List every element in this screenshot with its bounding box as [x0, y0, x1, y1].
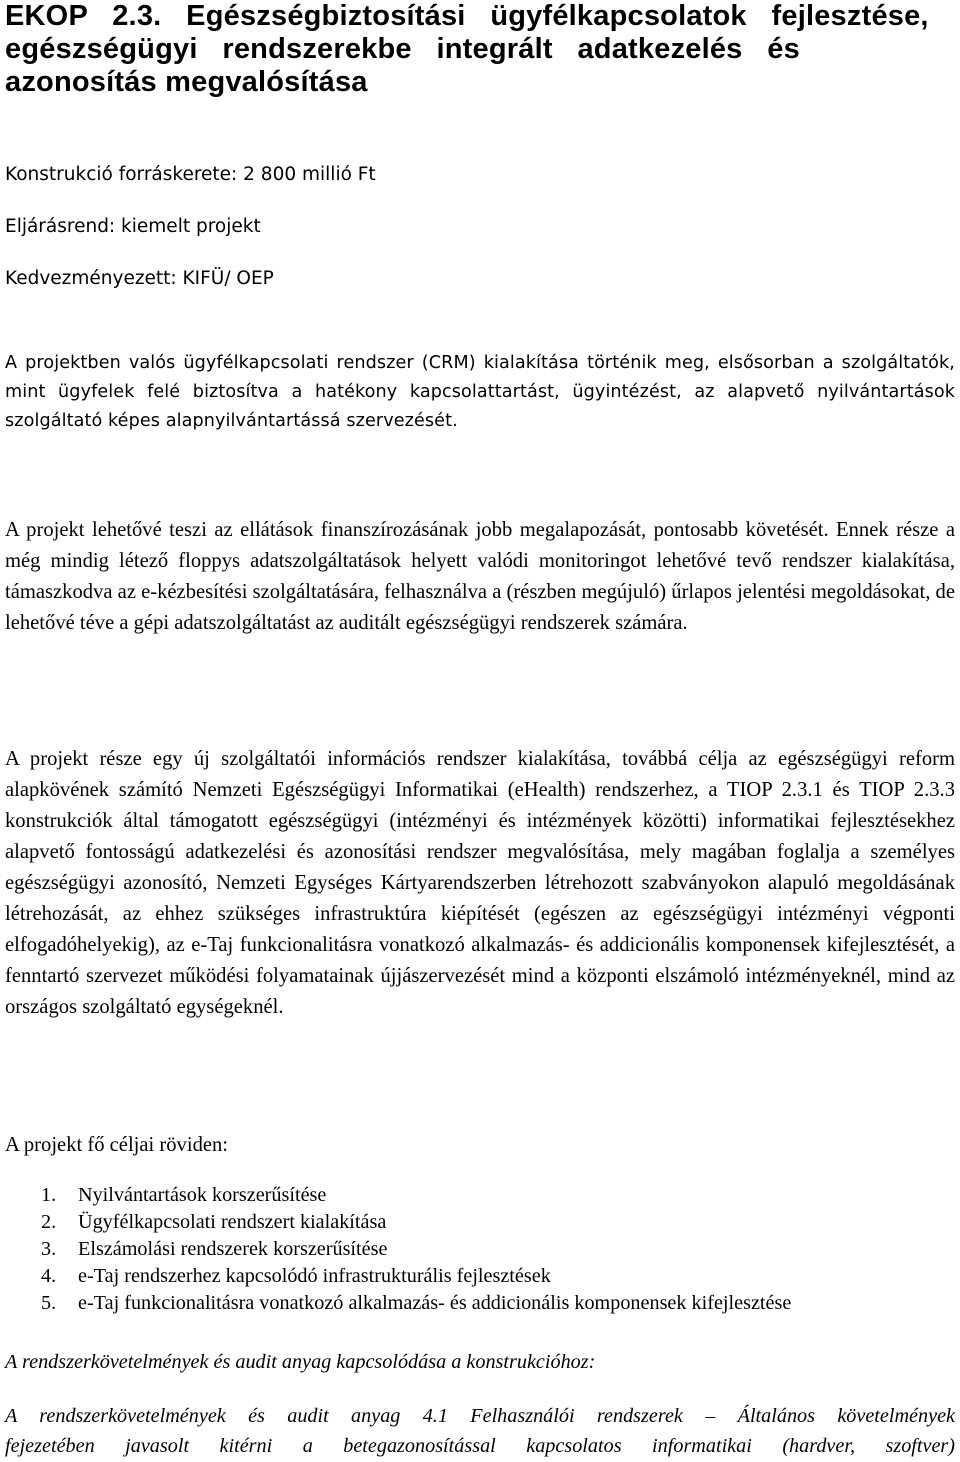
- list-item-text: Nyilvántartások korszerűsítése: [78, 1184, 327, 1206]
- heading-line-3: azonosítás megvalósítása: [5, 66, 368, 98]
- list-item-text: e-Taj funkcionalitásra vonatkozó alkalmazás- és addicionális komponensek kifejlesztése: [78, 1292, 792, 1314]
- procedure-line: Eljárásrend: kiemelt projekt: [5, 216, 261, 237]
- paragraph-ehealth: A projekt része egy új szolgáltatói információs rendszer kialakítása, továbbá célja az egészségügyi reform alapkövének számító Nemzeti Egészségügyi Informatikai (eHealth) rendszerhez, a TIOP 2.3.1 és TIOP 2.3.3 konstrukciók által támogatott egészségügyi (intézményi és intézmények közötti) informatikai fejlesztésekhez alapvető fontosságú adatkezelési és azonosítási rendszer megvalósítása, mely magában foglalja a személyes egészségügyi azonosító, Nemzeti Egységes Kártyarendszerben létrehozott szabványokon alapuló megoldásának létrehozását, az ehhez szükséges infrastruktúra kiépítését (egészen az egészségügyi intézményi végponti elfogadóhelyekig), az e-Taj funkcionalitásra vonatkozó alkalmazás- és addicionális komponensek kifejlesztését, a fenntartó szervezet működési folyamatainak újjászervezését mind a központi elszámoló intézményeknél, mind az országos szolgáltató egységeknél.: [5, 748, 955, 1018]
- goals-title: A projekt fő céljai röviden:: [5, 1134, 229, 1156]
- list-item: [5, 1209, 955, 1236]
- list-item-number: 1.: [41, 1184, 57, 1206]
- requirements-title: A rendszerkövetelmények és audit anyag kapcsolódása a konstrukcióhoz:: [5, 1351, 596, 1373]
- requirements-line-1: A rendszerkövetelmények és audit anyag 4.1 Felhasználói rendszerek – Általános követelmények: [5, 1405, 955, 1427]
- budget-line: Konstrukció forráskerete: 2 800 millió Ft: [5, 164, 376, 185]
- paragraph-crm: A projektben valós ügyfélkapcsolati rendszer (CRM) kialakítása történik meg, elsősorban a szolgáltatók, mint ügyfelek felé biztosítva a hatékony kapcsolattartást, ügyintézést, az alapvető nyilvántartások szolgáltató képes alapnyilvántartássá szervezését.: [5, 353, 955, 431]
- paragraph-financing: A projekt lehetővé teszi az ellátások finanszírozásának jobb megalapozását, pontosabb követését. Ennek része a még mindig létező floppys adatszolgáltatások helyett valódi monitoringot lehetővé tevő rendszer kialakítása, támaszkodva az e-kézbesítési szolgáltatására, felhasználva a (részben megújuló) űrlapos jelentési megoldásokat, de lehetővé téve a gépi adatszolgáltatást az auditált egészségügyi rendszerek számára.: [5, 519, 955, 634]
- requirements-line-2: fejezetében javasolt kitérni a betegazonosítással kapcsolatos informatikai (hardver, szoftver): [5, 1435, 955, 1457]
- goals-list: [5, 1182, 955, 1317]
- list-item: [5, 1290, 955, 1317]
- list-item: [5, 1263, 955, 1290]
- heading-line-1: EKOP 2.3. Egészségbiztosítási ügyfélkapcsolatok fejlesztése,: [5, 0, 929, 32]
- list-item-number: 2.: [41, 1211, 57, 1233]
- beneficiary-line: Kedvezményezett: KIFÜ/ OEP: [5, 268, 274, 289]
- list-item-number: 5.: [41, 1292, 57, 1314]
- list-item-text: e-Taj rendszerhez kapcsolódó infrastrukturális fejlesztések: [78, 1265, 551, 1287]
- list-item: [5, 1182, 955, 1209]
- list-item-text: Elszámolási rendszerek korszerűsítése: [78, 1238, 388, 1260]
- document-heading: [5, 0, 955, 99]
- list-item-text: Ügyfélkapcsolati rendszert kialakítása: [78, 1211, 387, 1233]
- heading-line-2: egészségügyi rendszerekbe integrált adatkezelés és: [5, 33, 800, 65]
- list-item: [5, 1236, 955, 1263]
- list-item-number: 3.: [41, 1238, 57, 1260]
- list-item-number: 4.: [41, 1265, 57, 1287]
- document-page: [5, 0, 955, 1457]
